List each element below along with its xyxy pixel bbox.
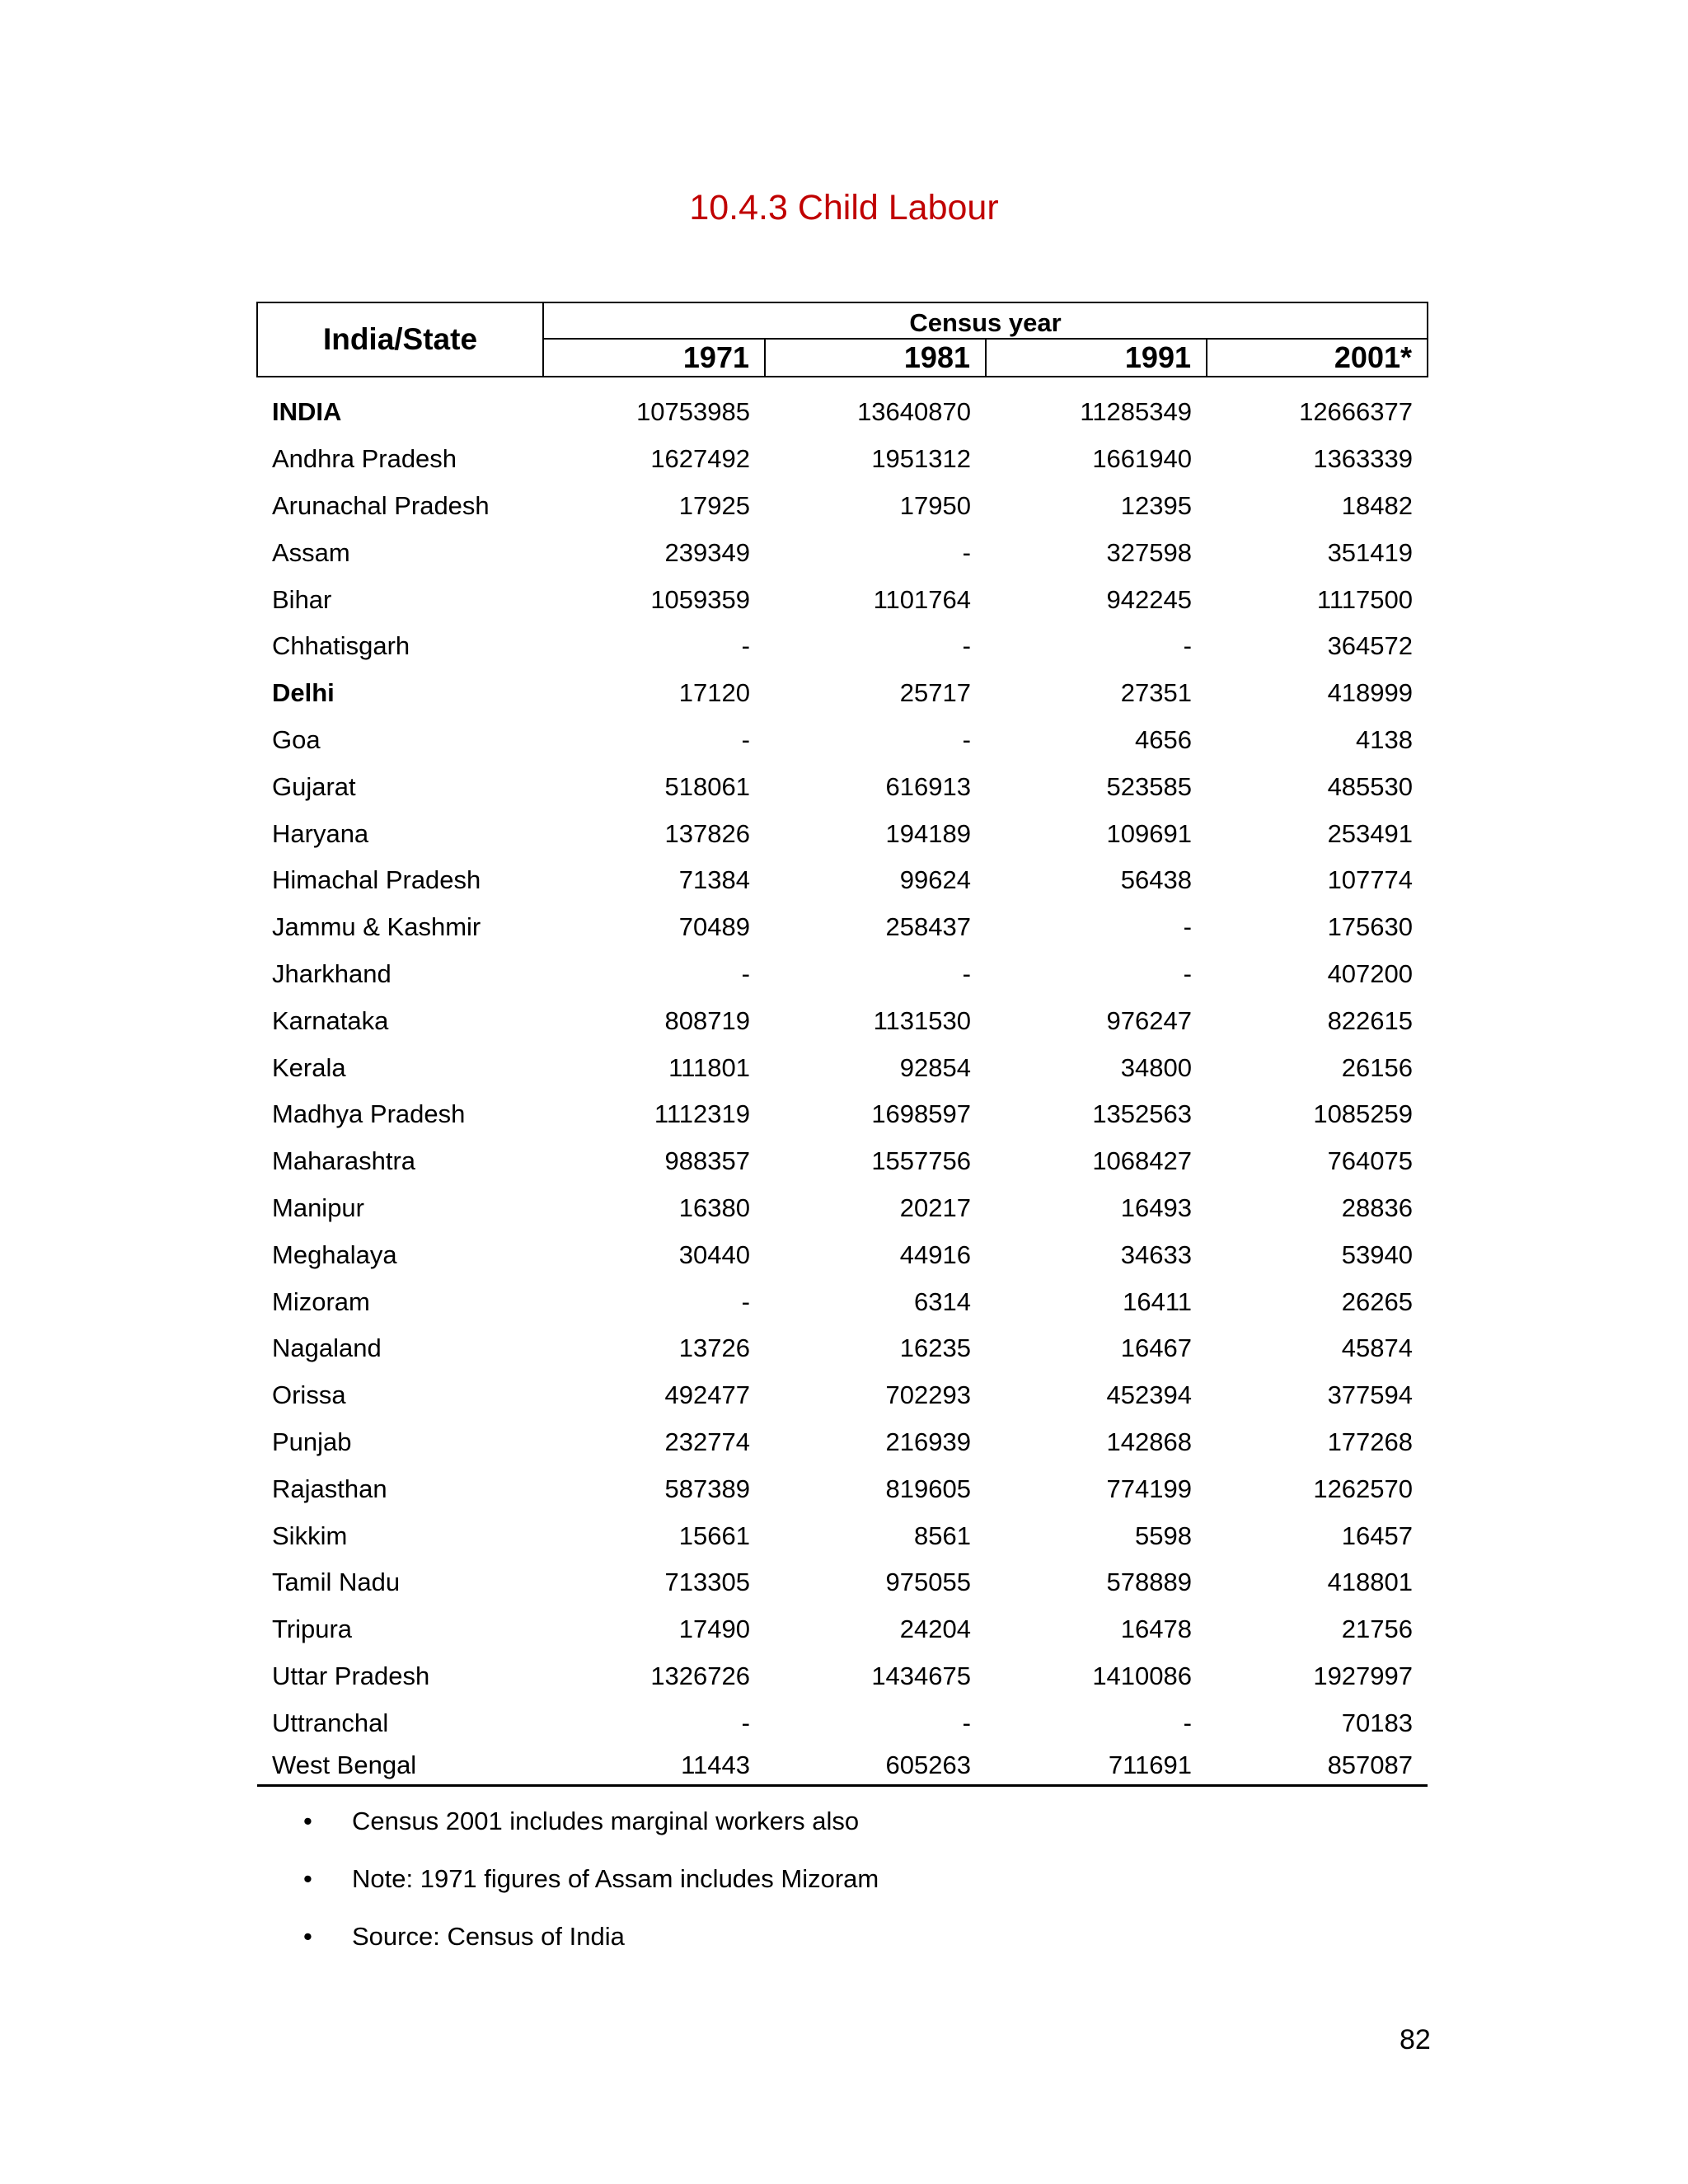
value-1991-cell: 1410086 [1092,1661,1192,1690]
value-1981-cell: 24204 [899,1615,971,1644]
column-header-1971: 1971 [543,339,765,377]
value-2001-cell: 107774 [1327,865,1414,895]
value-2001-cell: 18482 [1341,490,1414,520]
value-1971-cell: 111801 [668,1052,750,1082]
value-1991-cell: - [1183,958,1192,988]
table-row [257,1091,1428,1138]
value-1971-cell: 518061 [664,771,750,801]
footnote-item [303,1863,879,1896]
value-1971-cell: 17120 [678,678,750,708]
footnote-item [303,1920,879,1953]
value-2001-cell: 407200 [1327,958,1414,988]
table-row [257,1512,1428,1559]
value-1981-cell: 975055 [885,1568,971,1597]
table-row [257,1419,1428,1466]
value-1991-cell: 523585 [1106,771,1192,801]
value-2001-cell: 53940 [1341,1240,1414,1269]
value-1991-cell: 11285349 [1080,397,1192,427]
table-row [257,1606,1428,1653]
value-2001-cell: 377594 [1327,1380,1414,1410]
value-2001-cell: 21756 [1341,1615,1414,1644]
value-1991-cell: - [1183,912,1192,942]
value-1991-cell: 1068427 [1092,1146,1192,1176]
state-name-cell: Arunachal Pradesh [272,490,490,520]
value-1981-cell: 17950 [899,490,971,520]
value-1991-cell: 5598 [1135,1521,1192,1550]
state-name-cell: Orissa [272,1380,346,1410]
table-row [257,1746,1428,1786]
column-header-1991: 1991 [986,339,1207,377]
state-name-cell: Andhra Pradesh [272,444,457,474]
table-row [257,576,1428,623]
table-row [257,670,1428,717]
value-1971-cell: 1059359 [650,584,750,614]
state-name-cell: Mizoram [272,1286,370,1316]
table-row [257,1185,1428,1232]
value-2001-cell: 28836 [1341,1193,1414,1222]
state-name-cell: Uttranchal [272,1708,389,1737]
value-1981-cell: - [962,631,971,661]
value-2001-cell: 1927997 [1313,1661,1414,1690]
state-name-cell: Jammu & Kashmir [272,912,481,942]
value-2001-cell: 857087 [1207,1746,1428,1786]
value-1991-cell: 1352563 [1092,1099,1192,1129]
state-name-cell: Meghalaya [272,1240,397,1269]
bullet-icon: • [303,1864,312,1893]
value-1981-cell: 258437 [885,912,971,942]
column-group-header-census-year: Census year [543,302,1428,339]
table-row [257,1559,1428,1606]
value-1981-cell: 1434675 [871,1661,971,1690]
value-1981-cell: - [962,724,971,754]
value-1971-cell: 17490 [678,1615,750,1644]
value-1991-cell: 109691 [1106,818,1192,848]
value-1971-cell: 713305 [664,1568,750,1597]
footnote-text: Source: Census of India [352,1922,625,1951]
value-1971-cell: 11443 [543,1746,765,1786]
value-2001-cell: 4138 [1356,724,1414,754]
table-body [257,377,1428,1786]
value-1971-cell: 17925 [678,490,750,520]
table-row [257,436,1428,483]
value-1991-cell: 1661940 [1092,444,1192,474]
value-1981-cell: - [962,958,971,988]
state-name-cell: Goa [272,724,321,754]
value-2001-cell: 253491 [1327,818,1414,848]
value-1981-cell: 92854 [899,1052,971,1082]
table-row [257,1138,1428,1185]
state-name-cell: Manipur [272,1193,364,1222]
state-name-cell: Haryana [272,818,369,848]
state-name-cell: Maharashtra [272,1146,416,1176]
bullet-icon: • [303,1807,312,1835]
value-1991-cell: 16478 [1120,1615,1192,1644]
value-1971-cell: - [741,1708,750,1737]
value-1981-cell: 25717 [899,678,971,708]
column-header-state: India/State [257,302,543,377]
value-1991-cell: 56438 [1120,865,1192,895]
state-name-cell: Gujarat [272,771,356,801]
value-1981-cell: 194189 [885,818,971,848]
value-1991-cell: - [1183,1708,1192,1737]
table-row [257,951,1428,998]
table-row [257,389,1428,436]
value-2001-cell: 418999 [1327,678,1414,708]
value-2001-cell: 26156 [1341,1052,1414,1082]
table-row [257,1278,1428,1325]
table-row [257,1465,1428,1512]
column-header-2001: 2001* [1207,339,1428,377]
value-1991-cell: 34800 [1120,1052,1192,1082]
state-name-cell: Nagaland [272,1333,382,1363]
value-1991-cell: 16411 [1123,1286,1192,1316]
value-1971-cell: 988357 [664,1146,750,1176]
table-row [257,904,1428,951]
bullet-icon: • [303,1922,312,1951]
table-row [257,717,1428,764]
value-2001-cell: 364572 [1327,631,1414,661]
value-1971-cell: 16380 [678,1193,750,1222]
value-1991-cell: 12395 [1120,490,1192,520]
value-1991-cell: 578889 [1106,1568,1192,1597]
state-name-cell: Chhatisgarh [272,631,410,661]
value-1991-cell: 774199 [1106,1474,1192,1503]
value-1991-cell: 34633 [1120,1240,1192,1269]
table-row [257,1653,1428,1700]
value-1971-cell: 30440 [678,1240,750,1269]
value-1991-cell: - [1183,631,1192,661]
value-2001-cell: 485530 [1327,771,1414,801]
value-2001-cell: 175630 [1327,912,1414,942]
table-row [257,857,1428,904]
value-2001-cell: 1117500 [1316,584,1414,614]
value-1971-cell: 1627492 [650,444,750,474]
table-row [257,763,1428,810]
value-1981-cell: 1131530 [873,1005,971,1035]
state-name-cell: Uttar Pradesh [272,1661,430,1690]
page-number: 82 [1400,2024,1431,2055]
state-name-cell: Jharkhand [272,958,392,988]
state-name-cell: Tamil Nadu [272,1568,401,1597]
value-1971-cell: 13726 [678,1333,750,1363]
state-name-cell: Punjab [272,1427,352,1456]
value-1971-cell: 808719 [664,1005,750,1035]
value-1981-cell: 16235 [899,1333,971,1363]
footnote-item [303,1805,879,1838]
value-2001-cell: 418801 [1327,1568,1414,1597]
header-spacer [257,377,1428,389]
value-1981-cell: 99624 [899,865,971,895]
state-name-cell: INDIA [272,397,342,427]
table-row [257,1231,1428,1278]
value-2001-cell: 12666377 [1299,397,1414,427]
footnotes-list [303,1805,879,1978]
table-row [257,483,1428,530]
value-1991-cell: 142868 [1106,1427,1192,1456]
value-1981-cell: 8561 [914,1521,971,1550]
table-row [257,529,1428,576]
value-1971-cell: - [741,958,750,988]
value-1981-cell: 1557756 [871,1146,971,1176]
value-1981-cell: 44916 [899,1240,971,1269]
value-1971-cell: - [741,631,750,661]
value-1991-cell: 4656 [1135,724,1192,754]
value-1971-cell: 232774 [664,1427,750,1456]
value-1981-cell: - [962,537,971,567]
value-1971-cell: 1326726 [650,1661,750,1690]
state-name-cell: Kerala [272,1052,346,1082]
state-name-cell: Bihar [272,584,332,614]
table-row [257,997,1428,1044]
column-header-1981: 1981 [765,339,986,377]
value-1981-cell: - [962,1708,971,1737]
value-2001-cell: 1262570 [1313,1474,1414,1503]
value-1971-cell: 70489 [678,912,750,942]
value-1971-cell: 587389 [664,1474,750,1503]
child-labour-table [256,302,1428,1787]
footnote-text: Census 2001 includes marginal workers also [352,1807,860,1835]
table-row [257,1699,1428,1746]
value-2001-cell: 1363339 [1313,444,1414,474]
table-row [257,1325,1428,1372]
table-row [257,810,1428,857]
value-1971-cell: 137826 [664,818,750,848]
page-title: 10.4.3 Child Labour [689,188,999,227]
value-1991-cell: 976247 [1106,1005,1192,1035]
value-1981-cell: 1101764 [873,584,971,614]
value-1991-cell: 452394 [1106,1380,1192,1410]
value-1991-cell: 327598 [1106,537,1192,567]
table-row [257,1044,1428,1091]
value-1971-cell: 492477 [664,1380,750,1410]
value-2001-cell: 16457 [1341,1521,1414,1550]
value-1981-cell: 13640870 [857,397,971,427]
value-2001-cell: 822615 [1327,1005,1414,1035]
value-2001-cell: 26265 [1341,1286,1414,1316]
state-name-cell: West Bengal [257,1746,543,1786]
value-1981-cell: 6314 [914,1286,971,1316]
table-row [257,623,1428,670]
value-1981-cell: 819605 [885,1474,971,1503]
value-1971-cell: 15661 [678,1521,750,1550]
value-2001-cell: 1085259 [1313,1099,1414,1129]
value-1971-cell: 1112319 [654,1099,750,1129]
value-1991-cell: 942245 [1106,584,1192,614]
value-2001-cell: 177268 [1327,1427,1414,1456]
state-name-cell: Assam [272,537,350,567]
value-2001-cell: 351419 [1327,537,1414,567]
value-2001-cell: 764075 [1327,1146,1414,1176]
state-name-cell: Karnataka [272,1005,389,1035]
value-1991-cell: 16467 [1120,1333,1192,1363]
footnote-text: Note: 1971 figures of Assam includes Mizoram [352,1864,879,1893]
value-1991-cell: 27351 [1120,678,1192,708]
value-1971-cell: 10753985 [636,397,750,427]
value-1981-cell: 702293 [885,1380,971,1410]
value-1991-cell: 711691 [986,1746,1207,1786]
value-1981-cell: 1698597 [871,1099,971,1129]
value-1971-cell: - [741,724,750,754]
state-name-cell: Sikkim [272,1521,348,1550]
state-name-cell: Tripura [272,1615,353,1644]
state-name-cell: Rajasthan [272,1474,387,1503]
value-1981-cell: 20217 [899,1193,971,1222]
value-1971-cell: 71384 [678,865,750,895]
value-1971-cell: 239349 [664,537,750,567]
state-name-cell: Himachal Pradesh [272,865,481,895]
state-name-cell: Madhya Pradesh [272,1099,466,1129]
value-1981-cell: 1951312 [871,444,971,474]
value-2001-cell: 45874 [1341,1333,1414,1363]
state-name-cell: Delhi [272,678,335,708]
value-1991-cell: 16493 [1120,1193,1192,1222]
value-1971-cell: - [741,1286,750,1316]
value-1981-cell: 605263 [765,1746,986,1786]
value-1981-cell: 216939 [885,1427,971,1456]
value-1981-cell: 616913 [885,771,971,801]
value-2001-cell: 70183 [1341,1708,1414,1737]
table-row [257,1372,1428,1419]
